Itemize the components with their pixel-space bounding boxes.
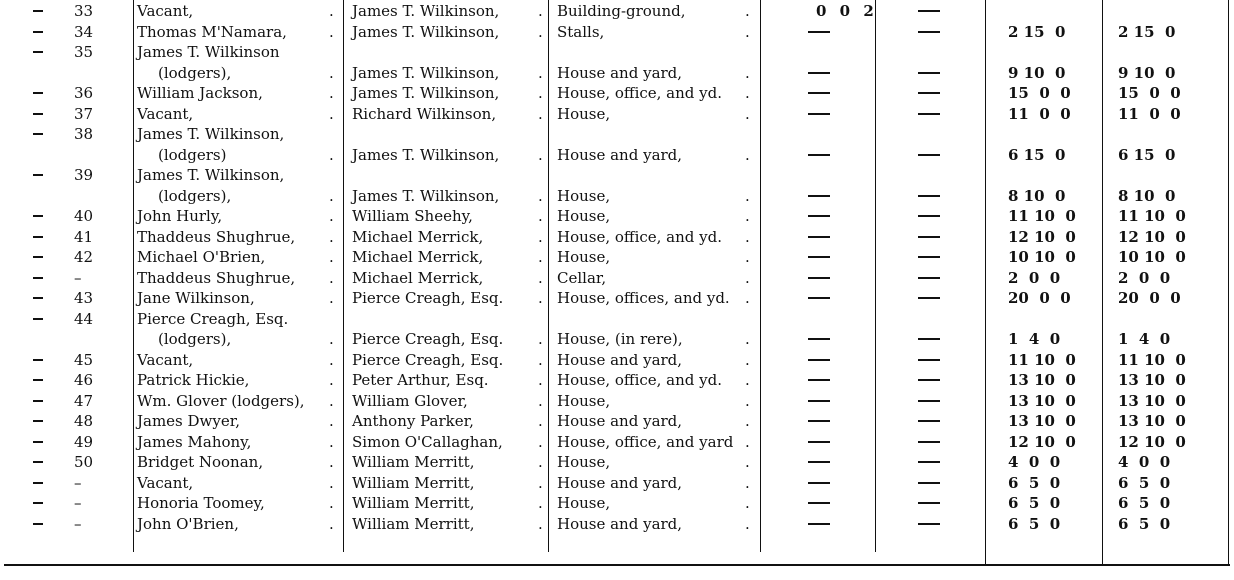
leader-dot: .	[329, 330, 334, 348]
property-description: House, (in rere),	[557, 330, 683, 348]
total-valuation: 8 10 0	[1118, 186, 1176, 205]
ditto-dash	[808, 92, 830, 94]
leader-dot: .	[329, 186, 334, 205]
leader-dot: .	[745, 22, 750, 41]
ditto-dash	[918, 420, 940, 422]
lessor-name: William Sheehy,	[352, 207, 473, 225]
building-valuation: 6 15 0	[1008, 145, 1066, 164]
leader-dot: .	[538, 453, 543, 471]
ditto-dash	[918, 31, 940, 33]
building-valuation: 20 0 0	[1008, 289, 1071, 307]
leader-dot: .	[329, 432, 334, 451]
occupier-name: John O'Brien,	[137, 514, 239, 533]
table-row	[0, 167, 1234, 184]
total-valuation: 6 5 0	[1118, 514, 1171, 533]
ditto-dash	[33, 277, 43, 279]
leader-dot: .	[329, 104, 334, 123]
ditto-dash	[33, 92, 43, 94]
total-valuation: 2 0 0	[1118, 268, 1171, 287]
table-row	[0, 3, 1234, 20]
building-valuation: 2 0 0	[1008, 268, 1061, 287]
house-number: 33	[74, 2, 94, 20]
house-number: 43	[74, 289, 94, 307]
leader-dot: .	[538, 371, 543, 389]
ditto-dash	[918, 92, 940, 94]
ditto-dash	[808, 338, 830, 340]
table-row	[0, 270, 1234, 287]
occupier-name: Thaddeus Shughrue,	[137, 227, 296, 246]
property-description: House,	[557, 494, 611, 512]
occupier-name: James T. Wilkinson,	[137, 125, 285, 143]
property-description: House, offices, and yd.	[557, 289, 730, 307]
ditto-dash	[33, 379, 43, 381]
total-valuation: 13 10 0	[1118, 391, 1186, 410]
total-valuation: 4 0 0	[1118, 453, 1171, 471]
ditto-dash	[808, 482, 830, 484]
ditto-dash	[33, 297, 43, 299]
occupier-name: Wm. Glover (lodgers),	[137, 391, 305, 410]
building-valuation: 9 10 0	[1008, 63, 1066, 82]
property-description: House,	[557, 453, 611, 471]
leader-dot: .	[329, 145, 334, 164]
leader-dot: .	[538, 84, 543, 102]
leader-dot: .	[745, 330, 750, 348]
table-row	[0, 44, 1234, 61]
leader-dot: .	[745, 268, 750, 287]
lessor-name: Michael Merrick,	[352, 227, 484, 246]
house-number: 41	[74, 227, 94, 246]
ditto-dash	[33, 359, 43, 361]
property-description: House and yard,	[557, 350, 683, 369]
leader-dot: .	[745, 494, 750, 512]
ditto-dash	[808, 297, 830, 299]
building-valuation: 11 10 0	[1008, 207, 1076, 225]
ditto-dash	[918, 154, 940, 156]
lessor-name: Pierce Creagh, Esq.	[352, 330, 504, 348]
occupier-name: Michael O'Brien,	[137, 248, 266, 266]
lessor-name: James T. Wilkinson,	[352, 63, 500, 82]
table-row	[0, 454, 1234, 471]
table-row	[0, 85, 1234, 102]
lessor-name: William Merritt,	[352, 514, 475, 533]
ditto-dash	[918, 338, 940, 340]
leader-dot: .	[538, 289, 543, 307]
leader-dot: .	[538, 494, 543, 512]
leader-dot: .	[538, 412, 543, 430]
leader-dot: .	[538, 207, 543, 225]
ditto-dash	[918, 195, 940, 197]
leader-dot: .	[329, 227, 334, 246]
lessor-name: Michael Merrick,	[352, 248, 484, 266]
house-number: –	[74, 473, 82, 492]
ditto-dash	[33, 174, 43, 176]
ditto-dash	[808, 420, 830, 422]
leader-dot: .	[329, 412, 334, 430]
table-row	[0, 352, 1234, 369]
leader-dot: .	[745, 227, 750, 246]
leader-dot: .	[329, 350, 334, 369]
table-row	[0, 434, 1234, 451]
building-valuation: 13 10 0	[1008, 371, 1076, 389]
leader-dot: .	[745, 186, 750, 205]
leader-dot: .	[538, 248, 543, 266]
house-number: –	[74, 494, 82, 512]
table-row	[0, 413, 1234, 430]
occupier-name: Thomas M'Namara,	[137, 22, 287, 41]
property-description: Stalls,	[557, 22, 605, 41]
lessor-name: Pierce Creagh, Esq.	[352, 289, 504, 307]
table-row	[0, 106, 1234, 123]
ditto-dash	[33, 482, 43, 484]
building-valuation: 4 0 0	[1008, 453, 1061, 471]
leader-dot: .	[329, 22, 334, 41]
ditto-dash	[918, 359, 940, 361]
ditto-dash	[808, 31, 830, 33]
building-valuation: 6 5 0	[1008, 494, 1061, 512]
occupier-name: James T. Wilkinson,	[137, 166, 285, 184]
building-valuation: 12 10 0	[1008, 227, 1076, 246]
building-valuation: 8 10 0	[1008, 186, 1066, 205]
table-row	[0, 24, 1234, 41]
table-row	[0, 147, 1234, 164]
ditto-dash	[33, 441, 43, 443]
property-description: House and yard,	[557, 473, 683, 492]
table-row	[0, 495, 1234, 512]
lessor-name: Anthony Parker,	[352, 412, 474, 430]
table-row	[0, 372, 1234, 389]
total-valuation: 6 5 0	[1118, 473, 1171, 492]
ditto-dash	[808, 72, 830, 74]
lessor-name: Simon O'Callaghan,	[352, 432, 503, 451]
occupier-name: Vacant,	[137, 2, 194, 20]
table-row	[0, 516, 1234, 533]
leader-dot: .	[329, 514, 334, 533]
leader-dot: .	[745, 2, 750, 20]
table-row	[0, 126, 1234, 143]
ditto-dash	[918, 256, 940, 258]
leader-dot: .	[329, 207, 334, 225]
ditto-dash	[918, 236, 940, 238]
ditto-dash	[918, 379, 940, 381]
table-row	[0, 208, 1234, 225]
ditto-dash	[33, 133, 43, 135]
occupier-name: James Mahony,	[137, 432, 252, 451]
ditto-dash	[33, 502, 43, 504]
total-valuation: 6 5 0	[1118, 494, 1171, 512]
lessor-name: William Glover,	[352, 391, 468, 410]
occupier-name: (lodgers)	[158, 145, 227, 164]
leader-dot: .	[538, 330, 543, 348]
lessor-name: James T. Wilkinson,	[352, 84, 500, 102]
leader-dot: .	[329, 63, 334, 82]
property-description: House and yard,	[557, 63, 683, 82]
leader-dot: .	[538, 227, 543, 246]
ditto-dash	[808, 236, 830, 238]
total-valuation: 12 10 0	[1118, 432, 1186, 451]
ditto-dash	[808, 277, 830, 279]
property-description: House,	[557, 207, 611, 225]
occupier-name: Thaddeus Shughrue,	[137, 268, 296, 287]
leader-dot: .	[538, 145, 543, 164]
ditto-dash	[808, 441, 830, 443]
lessor-name: James T. Wilkinson,	[352, 2, 500, 20]
ditto-dash	[808, 502, 830, 504]
ditto-dash	[918, 400, 940, 402]
ditto-dash	[918, 113, 940, 115]
ditto-dash	[33, 215, 43, 217]
building-valuation: 13 10 0	[1008, 391, 1076, 410]
ditto-dash	[808, 359, 830, 361]
leader-dot: .	[329, 473, 334, 492]
table-row	[0, 311, 1234, 328]
lessor-name: Pierce Creagh, Esq.	[352, 350, 504, 369]
total-valuation: 13 10 0	[1118, 371, 1186, 389]
total-valuation: 15 0 0	[1118, 84, 1181, 102]
ditto-dash	[33, 256, 43, 258]
leader-dot: .	[538, 391, 543, 410]
leader-dot: .	[538, 350, 543, 369]
house-number: 35	[74, 43, 94, 61]
leader-dot: .	[538, 473, 543, 492]
leader-dot: .	[538, 432, 543, 451]
leader-dot: .	[745, 412, 750, 430]
lessor-name: Richard Wilkinson,	[352, 104, 497, 123]
total-valuation: 13 10 0	[1118, 412, 1186, 430]
ditto-dash	[33, 400, 43, 402]
property-description: Cellar,	[557, 268, 607, 287]
property-description: House,	[557, 248, 611, 266]
table-bottom-rule	[4, 564, 1230, 566]
leader-dot: .	[745, 371, 750, 389]
ditto-dash	[33, 10, 43, 12]
leader-dot: .	[745, 84, 750, 102]
building-valuation: 2 15 0	[1008, 22, 1066, 41]
occupier-name: John Hurly,	[137, 207, 223, 225]
leader-dot: .	[538, 2, 543, 20]
house-number: 36	[74, 84, 94, 102]
ditto-dash	[808, 256, 830, 258]
building-valuation: 12 10 0	[1008, 432, 1076, 451]
occupier-name: Patrick Hickie,	[137, 371, 250, 389]
house-number: –	[74, 514, 82, 533]
house-number: 39	[74, 166, 94, 184]
ditto-dash	[808, 461, 830, 463]
leader-dot: .	[538, 104, 543, 123]
property-description: House and yard,	[557, 514, 683, 533]
ditto-dash	[33, 420, 43, 422]
leader-dot: .	[745, 145, 750, 164]
ditto-dash	[918, 297, 940, 299]
leader-dot: .	[329, 248, 334, 266]
house-number: 49	[74, 432, 94, 451]
ditto-dash	[918, 277, 940, 279]
ditto-dash	[808, 113, 830, 115]
building-valuation: 11 10 0	[1008, 350, 1076, 369]
lessor-name: William Merritt,	[352, 494, 475, 512]
property-description: House, office, and yard	[557, 432, 734, 451]
table-row	[0, 65, 1234, 82]
house-number: 34	[74, 22, 94, 41]
property-description: House and yard,	[557, 412, 683, 430]
leader-dot: .	[745, 473, 750, 492]
lessor-name: James T. Wilkinson,	[352, 22, 500, 41]
leader-dot: .	[329, 289, 334, 307]
leader-dot: .	[538, 63, 543, 82]
table-row	[0, 290, 1234, 307]
ditto-dash	[918, 523, 940, 525]
leader-dot: .	[745, 350, 750, 369]
lessor-name: Michael Merrick,	[352, 268, 484, 287]
leader-dot: .	[329, 84, 334, 102]
house-number: 38	[74, 125, 94, 143]
leader-dot: .	[329, 268, 334, 287]
ditto-dash	[808, 400, 830, 402]
building-valuation: 13 10 0	[1008, 412, 1076, 430]
ditto-dash	[33, 51, 43, 53]
occupier-name: Honoria Toomey,	[137, 494, 265, 512]
leader-dot: .	[745, 391, 750, 410]
building-valuation: 6 5 0	[1008, 514, 1061, 533]
leader-dot: .	[329, 371, 334, 389]
house-number: 45	[74, 350, 94, 369]
ditto-dash	[918, 502, 940, 504]
occupier-name: James T. Wilkinson	[137, 43, 280, 61]
occupier-name: Pierce Creagh, Esq.	[137, 309, 289, 328]
house-number: 50	[74, 453, 94, 471]
property-description: House and yard,	[557, 145, 683, 164]
house-number: 47	[74, 391, 94, 410]
total-valuation: 10 10 0	[1118, 248, 1186, 266]
leader-dot: .	[538, 186, 543, 205]
ditto-dash	[918, 72, 940, 74]
occupier-name: Vacant,	[137, 473, 194, 492]
leader-dot: .	[329, 494, 334, 512]
total-valuation: 1 4 0	[1118, 330, 1171, 348]
building-valuation: 10 10 0	[1008, 248, 1076, 266]
table-row	[0, 188, 1234, 205]
leader-dot: .	[329, 391, 334, 410]
property-description: House, office, and yd.	[557, 227, 722, 246]
ditto-dash	[918, 461, 940, 463]
ditto-dash	[808, 195, 830, 197]
leader-dot: .	[329, 2, 334, 20]
ditto-dash	[808, 154, 830, 156]
leader-dot: .	[745, 104, 750, 123]
occupier-name: James Dwyer,	[137, 412, 241, 430]
house-number: 46	[74, 371, 94, 389]
ditto-dash	[808, 523, 830, 525]
occupier-name: (lodgers),	[158, 63, 232, 82]
ditto-dash	[918, 482, 940, 484]
property-description: House,	[557, 186, 611, 205]
occupier-name: Vacant,	[137, 350, 194, 369]
house-number: 42	[74, 248, 94, 266]
total-valuation: 6 15 0	[1118, 145, 1176, 164]
table-row	[0, 393, 1234, 410]
leader-dot: .	[745, 514, 750, 533]
house-number: 37	[74, 104, 94, 123]
ditto-dash	[33, 113, 43, 115]
total-valuation: 2 15 0	[1118, 22, 1176, 41]
leader-dot: .	[745, 453, 750, 471]
ditto-dash	[33, 318, 43, 320]
occupier-name: Bridget Noonan,	[137, 453, 264, 471]
leader-dot: .	[538, 514, 543, 533]
leader-dot: .	[745, 63, 750, 82]
property-description: House,	[557, 391, 611, 410]
ditto-dash	[808, 215, 830, 217]
building-valuation: 11 0 0	[1008, 104, 1071, 123]
building-valuation: 6 5 0	[1008, 473, 1061, 492]
occupier-name: Jane Wilkinson,	[137, 289, 255, 307]
total-valuation: 11 10 0	[1118, 207, 1186, 225]
leader-dot: .	[538, 22, 543, 41]
leader-dot: .	[745, 289, 750, 307]
property-description: House, office, and yd.	[557, 371, 722, 389]
leader-dot: .	[745, 248, 750, 266]
house-number: –	[74, 268, 82, 287]
property-description: Building-ground,	[557, 2, 686, 20]
table-row	[0, 331, 1234, 348]
total-valuation: 12 10 0	[1118, 227, 1186, 246]
ditto-dash	[808, 379, 830, 381]
occupier-name: (lodgers),	[158, 186, 232, 205]
leader-dot: .	[538, 268, 543, 287]
occupier-name: (lodgers),	[158, 330, 232, 348]
house-number: 40	[74, 207, 94, 225]
ditto-dash	[33, 461, 43, 463]
leader-dot: .	[745, 432, 750, 451]
lessor-name: William Merritt,	[352, 453, 475, 471]
lessor-name: James T. Wilkinson,	[352, 145, 500, 164]
occupier-name: William Jackson,	[137, 84, 263, 102]
lessor-name: William Merritt,	[352, 473, 475, 492]
total-valuation: 20 0 0	[1118, 289, 1181, 307]
ditto-dash	[33, 236, 43, 238]
total-valuation: 9 10 0	[1118, 63, 1176, 82]
ditto-dash	[33, 523, 43, 525]
table-row	[0, 475, 1234, 492]
lessor-name: James T. Wilkinson,	[352, 186, 500, 205]
building-valuation: 1 4 0	[1008, 330, 1061, 348]
building-valuation: 15 0 0	[1008, 84, 1071, 102]
house-number: 48	[74, 412, 94, 430]
property-description: House,	[557, 104, 611, 123]
total-valuation: 11 10 0	[1118, 350, 1186, 369]
land-valuation: 0 0 2	[816, 2, 878, 20]
ditto-dash	[918, 215, 940, 217]
table-row	[0, 229, 1234, 246]
table-row	[0, 249, 1234, 266]
property-description: House, office, and yd.	[557, 84, 722, 102]
leader-dot: .	[329, 453, 334, 471]
leader-dot: .	[745, 207, 750, 225]
ditto-dash	[918, 10, 940, 12]
ditto-dash	[918, 441, 940, 443]
lessor-name: Peter Arthur, Esq.	[352, 371, 489, 389]
occupier-name: Vacant,	[137, 104, 194, 123]
total-valuation: 11 0 0	[1118, 104, 1181, 123]
ditto-dash	[33, 31, 43, 33]
house-number: 44	[74, 309, 94, 328]
